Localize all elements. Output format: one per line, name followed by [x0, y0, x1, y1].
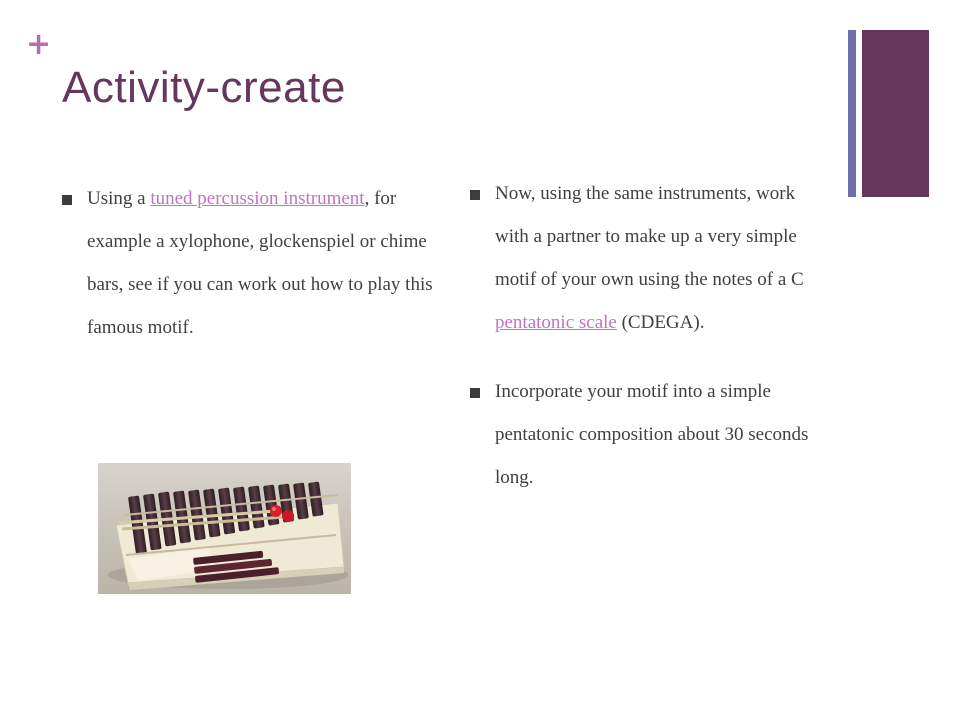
- xylophone-image: [98, 463, 351, 594]
- bullet-icon: [62, 195, 72, 205]
- page-title: Activity-create: [62, 63, 346, 112]
- bullet-text-end: (CDEGA).: [616, 312, 705, 333]
- bullet-icon: [470, 388, 480, 398]
- bullet-text: Incorporate your motif into a simple pentatonic composition about 30 seconds long.: [495, 381, 809, 488]
- bullet-text-end: , for example a xylophone, glockenspiel or chime bars, see if you can work out how to play this famous motif.: [87, 188, 433, 338]
- bullet-text-start: Now, using the same instruments, work with a partner to make up a very simple motif of your own using the notes of a C: [495, 183, 804, 290]
- bullet-icon: [470, 190, 480, 200]
- list-item: [470, 370, 820, 499]
- plus-icon: +: [26, 27, 52, 62]
- pentatonic-scale-link[interactable]: pentatonic scale: [495, 312, 617, 333]
- list-item: [470, 172, 820, 344]
- bullet-text-start: Using a: [87, 188, 151, 209]
- accent-bar-wide: [862, 30, 929, 197]
- left-column: [62, 177, 434, 349]
- list-item: [62, 177, 434, 349]
- accent-bar-thin: [848, 30, 856, 197]
- right-column: [470, 172, 820, 499]
- tuned-percussion-link[interactable]: tuned percussion instrument: [150, 188, 365, 209]
